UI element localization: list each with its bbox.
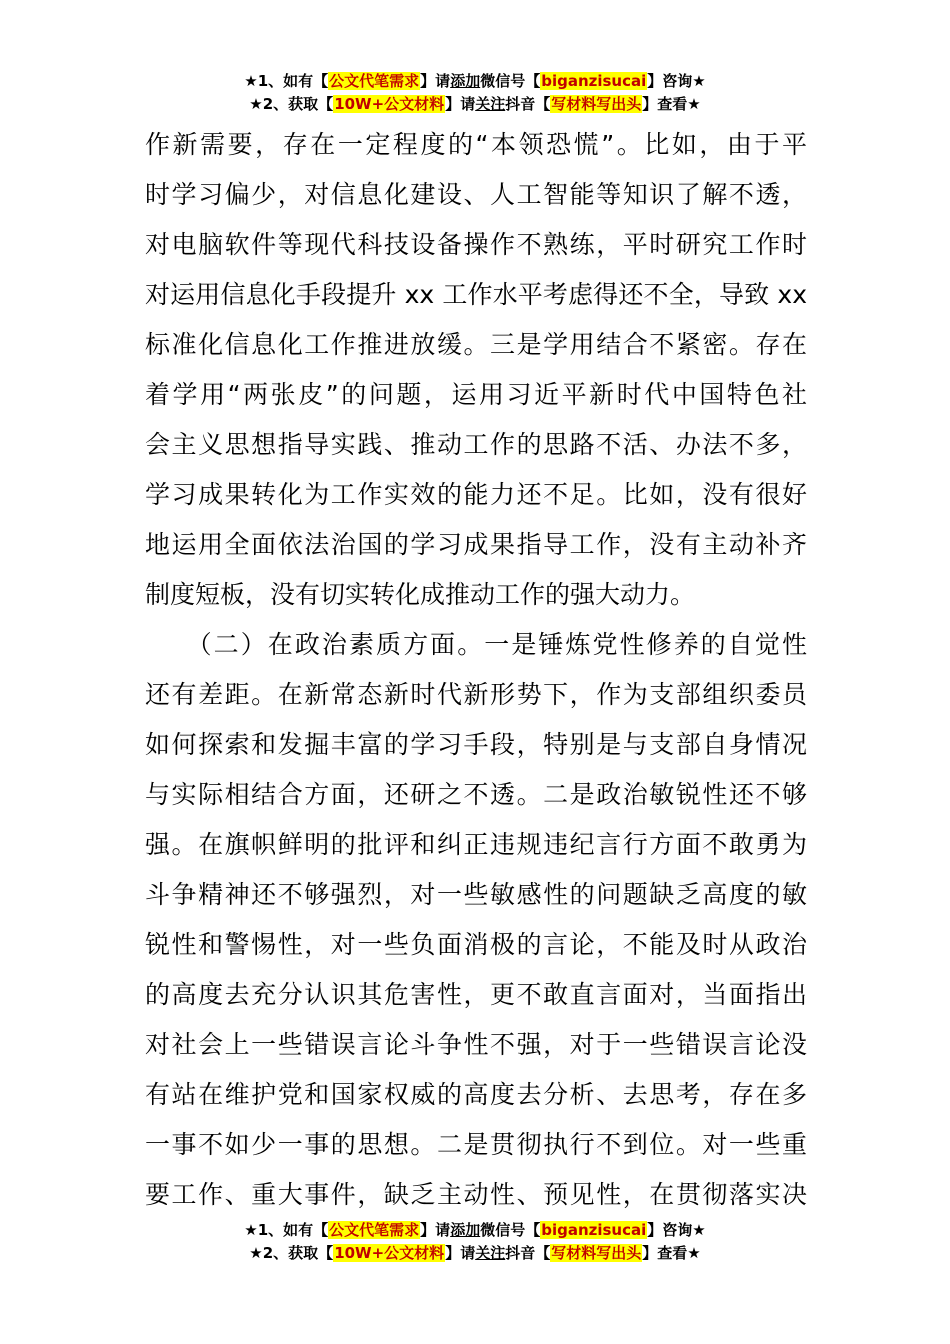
text-line: 对运用信息化手段提升 xx 工作水平考虑得还不全，导致 xx: [145, 280, 807, 309]
text-line: 学习成果转化为工作实效的能力还不足。比如，没有很好: [145, 480, 807, 509]
text-line: 一事不如少一事的思想。二是贯彻执行不到位。对一些重: [145, 1130, 807, 1159]
text-line: 着学用“两张皮”的问题，运用习近平新时代中国特色社: [145, 380, 807, 409]
text-line: 与实际相结合方面，还研之不透。二是政治敏锐性还不够: [145, 780, 807, 809]
text-line: 时学习偏少，对信息化建设、人工智能等知识了解不透，: [145, 180, 807, 209]
text-line: 还有差距。在新常态新时代新形势下，作为支部组织委员: [145, 680, 807, 709]
text-line: 对社会上一些错误言论斗争性不强，对于一些错误言论没: [145, 1030, 807, 1059]
text-line: 对电脑软件等现代科技设备操作不熟练，平时研究工作时: [145, 230, 807, 259]
header-promo-banner: [0, 70, 950, 116]
text-line: 强。在旗帜鲜明的批评和纠正违规违纪言行方面不敢勇为: [145, 830, 807, 859]
text-line: 作新需要，存在一定程度的“本领恐慌”。比如，由于平: [145, 130, 807, 159]
text-line: 地运用全面依法治国的学习成果指导工作，没有主动补齐: [145, 530, 807, 559]
text-line: 锐性和警惕性，对一些负面消极的言论，不能及时从政治: [145, 930, 807, 959]
text-line: （二）在政治素质方面。一是锤炼党性修养的自觉性: [145, 630, 807, 659]
text-line: 如何探索和发掘丰富的学习手段，特别是与支部自身情况: [145, 730, 807, 759]
promo-line-2: ★2、获取【10W+公文材料】请关注抖音【写材料写出头】查看★: [249, 95, 701, 113]
text-line: 的高度去充分认识其危害性，更不敢直言面对，当面指出: [145, 980, 807, 1009]
promo-line-1: ★1、如有【公文代笔需求】请添加微信号【biganzisucai】咨询★: [244, 1221, 706, 1239]
footer-promo-banner: [0, 1219, 950, 1265]
text-line: 有站在维护党和国家权威的高度去分析、去思考，存在多: [145, 1080, 807, 1109]
document-body: [145, 120, 807, 1220]
text-line: 斗争精神还不够强烈，对一些敏感性的问题缺乏高度的敏: [145, 880, 807, 909]
promo-line-1: ★1、如有【公文代笔需求】请添加微信号【biganzisucai】咨询★: [244, 72, 706, 90]
promo-line-2: ★2、获取【10W+公文材料】请关注抖音【写材料写出头】查看★: [249, 1244, 701, 1262]
text-line: 制度短板，没有切实转化成推动工作的强大动力。: [145, 580, 696, 609]
text-line: 要工作、重大事件，缺乏主动性、预见性，在贯彻落实决: [145, 1180, 807, 1209]
text-line: 标准化信息化工作推进放缓。三是学用结合不紧密。存在: [145, 330, 807, 359]
text-line: 会主义思想指导实践、推动工作的思路不活、办法不多，: [145, 430, 807, 459]
